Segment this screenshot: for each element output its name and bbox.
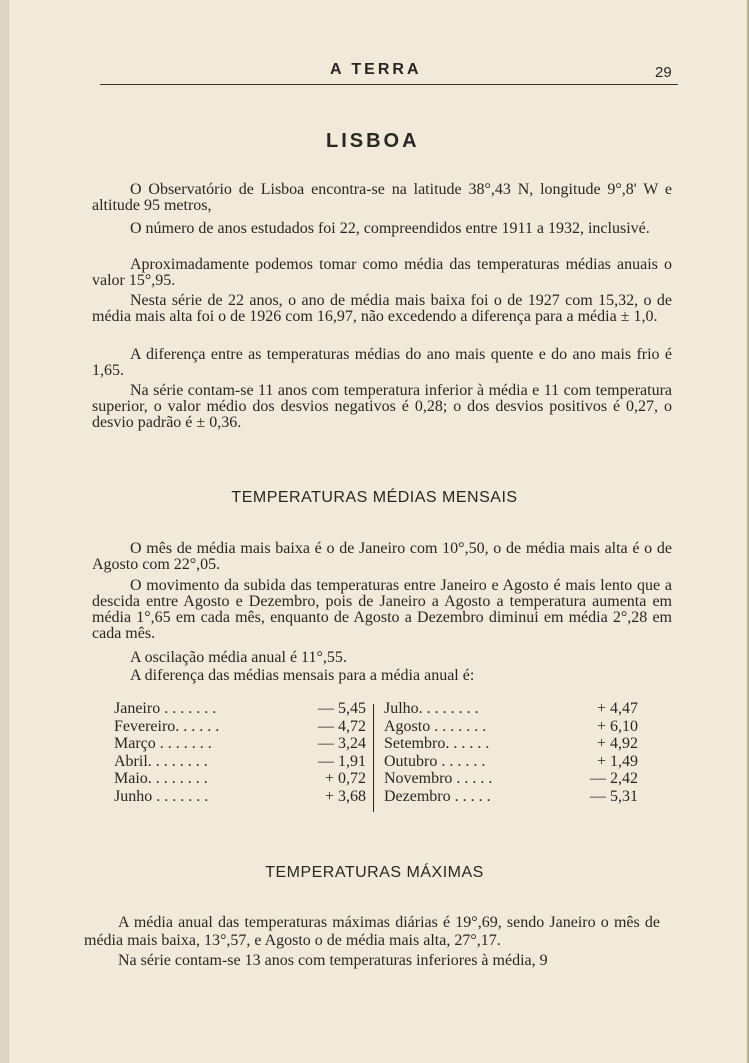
month-label: Março . . . . . . . xyxy=(114,735,212,752)
page-binding-edge xyxy=(0,0,8,1063)
running-header-title: A TERRA xyxy=(330,61,422,78)
month-label: Abril. . . . . . . . xyxy=(114,752,208,770)
deviation-value: + 4,92 xyxy=(596,735,638,752)
page-number: 29 xyxy=(655,64,672,81)
month-label: Outubro . . . . . . xyxy=(384,752,486,770)
monthly-paragraph-1: O mês de média mais baixa é o de Janeiro com 10°,50, o de média mais alta é o de Agosto com 22°,05. xyxy=(92,540,672,573)
deviation-value: + 6,10 xyxy=(596,717,638,735)
table-row xyxy=(384,718,638,736)
month-label: Janeiro . . . . . . . xyxy=(114,700,217,717)
table-row xyxy=(114,700,366,718)
deviation-value: + 1,49 xyxy=(596,752,638,770)
month-label: Novembro . . . . . xyxy=(384,770,493,787)
table-row xyxy=(384,753,638,771)
monthly-paragraph-3: A oscilação média anual é 11°,55. xyxy=(130,649,347,666)
table-row xyxy=(114,788,366,806)
max-paragraph-1: A média anual das temperaturas máximas diárias é 19°,69, sendo Janeiro o mês de média mais baixa, 13°,57, e Agosto o de média mais alta, 27°,17. xyxy=(84,914,660,949)
deviation-value: + 0,72 xyxy=(324,770,366,787)
month-label: Setembro. . . . . . xyxy=(384,735,490,752)
table-row xyxy=(384,735,638,753)
month-label: Fevereiro. . . . . . xyxy=(114,717,220,735)
monthly-section-heading: TEMPERATURAS MÉDIAS MENSAIS xyxy=(231,489,518,506)
section-title: LISBOA xyxy=(326,130,420,152)
deviation-value: — 3,24 xyxy=(318,735,366,752)
intro-paragraph-2: O número de anos estudados foi 22, compreendidos entre 1911 a 1932, inclusivé. xyxy=(130,220,650,237)
month-label: Junho . . . . . . . xyxy=(114,787,209,805)
monthly-paragraph-2: O movimento da subida das temperaturas entre Janeiro e Agosto é mais lento que a descida entre Agosto e Dezembro, pois de Janeiro a Agosto a temperatura aumenta em média 1°,65 em cada mês, enquanto de Agosto a Dezembro diminui em média 2°,28 em cada mês. xyxy=(92,577,672,642)
deviation-value: — 4,72 xyxy=(318,717,366,735)
table-divider xyxy=(373,704,374,812)
max-paragraph-2: Na série contam-se 13 anos com temperaturas inferiores à média, 9 xyxy=(118,952,548,969)
month-label: Agosto . . . . . . . xyxy=(384,717,487,735)
intro-paragraph-5: A diferença entre as temperaturas médias do ano mais quente e do ano mais frio é 1,65. xyxy=(92,346,672,379)
table-row xyxy=(384,700,638,718)
table-row xyxy=(114,770,366,788)
deviation-value: — 5,31 xyxy=(590,787,638,805)
deviation-value: — 5,45 xyxy=(318,700,366,717)
deviation-value: + 3,68 xyxy=(324,787,366,805)
table-row xyxy=(384,788,638,806)
header-rule xyxy=(100,84,678,85)
intro-paragraph-1: O Observatório de Lisboa encontra-se na latitude 38°,43 N, longitude 9°,8' W e altitude 95 metros, xyxy=(92,181,672,214)
monthly-deviation-table-right xyxy=(384,700,638,805)
table-row xyxy=(114,753,366,771)
intro-paragraph-4: Nesta série de 22 anos, o ano de média mais baixa foi o de 1927 com 15,32, o de média mais alta foi o de 1926 com 16,97, não excedendo a diferença para a média ± 1,0. xyxy=(92,292,672,325)
table-row xyxy=(114,718,366,736)
table-row xyxy=(114,735,366,753)
month-label: Dezembro . . . . . xyxy=(384,787,491,805)
max-section-heading: TEMPERATURAS MÁXIMAS xyxy=(265,864,484,881)
monthly-deviation-table-left xyxy=(114,700,366,805)
monthly-paragraph-4: A diferença das médias mensais para a média anual é: xyxy=(130,667,475,684)
book-page xyxy=(8,0,749,1063)
table-row xyxy=(384,770,638,788)
intro-paragraph-3: Aproximadamente podemos tomar como média das temperaturas médias anuais o valor 15°,95. xyxy=(92,256,672,289)
deviation-value: — 1,91 xyxy=(318,752,366,770)
deviation-value: — 2,42 xyxy=(590,770,638,787)
month-label: Julho. . . . . . . . xyxy=(384,700,479,717)
month-label: Maio. . . . . . . . xyxy=(114,770,208,787)
deviation-value: + 4,47 xyxy=(596,700,638,717)
intro-paragraph-6: Na série contam-se 11 anos com temperatura inferior à média e 11 com temperatura superior, o valor médio dos desvios negativos é 0,28; o dos desvios positivos é 0,27, o desvio padrão é ± 0,36. xyxy=(92,382,672,431)
